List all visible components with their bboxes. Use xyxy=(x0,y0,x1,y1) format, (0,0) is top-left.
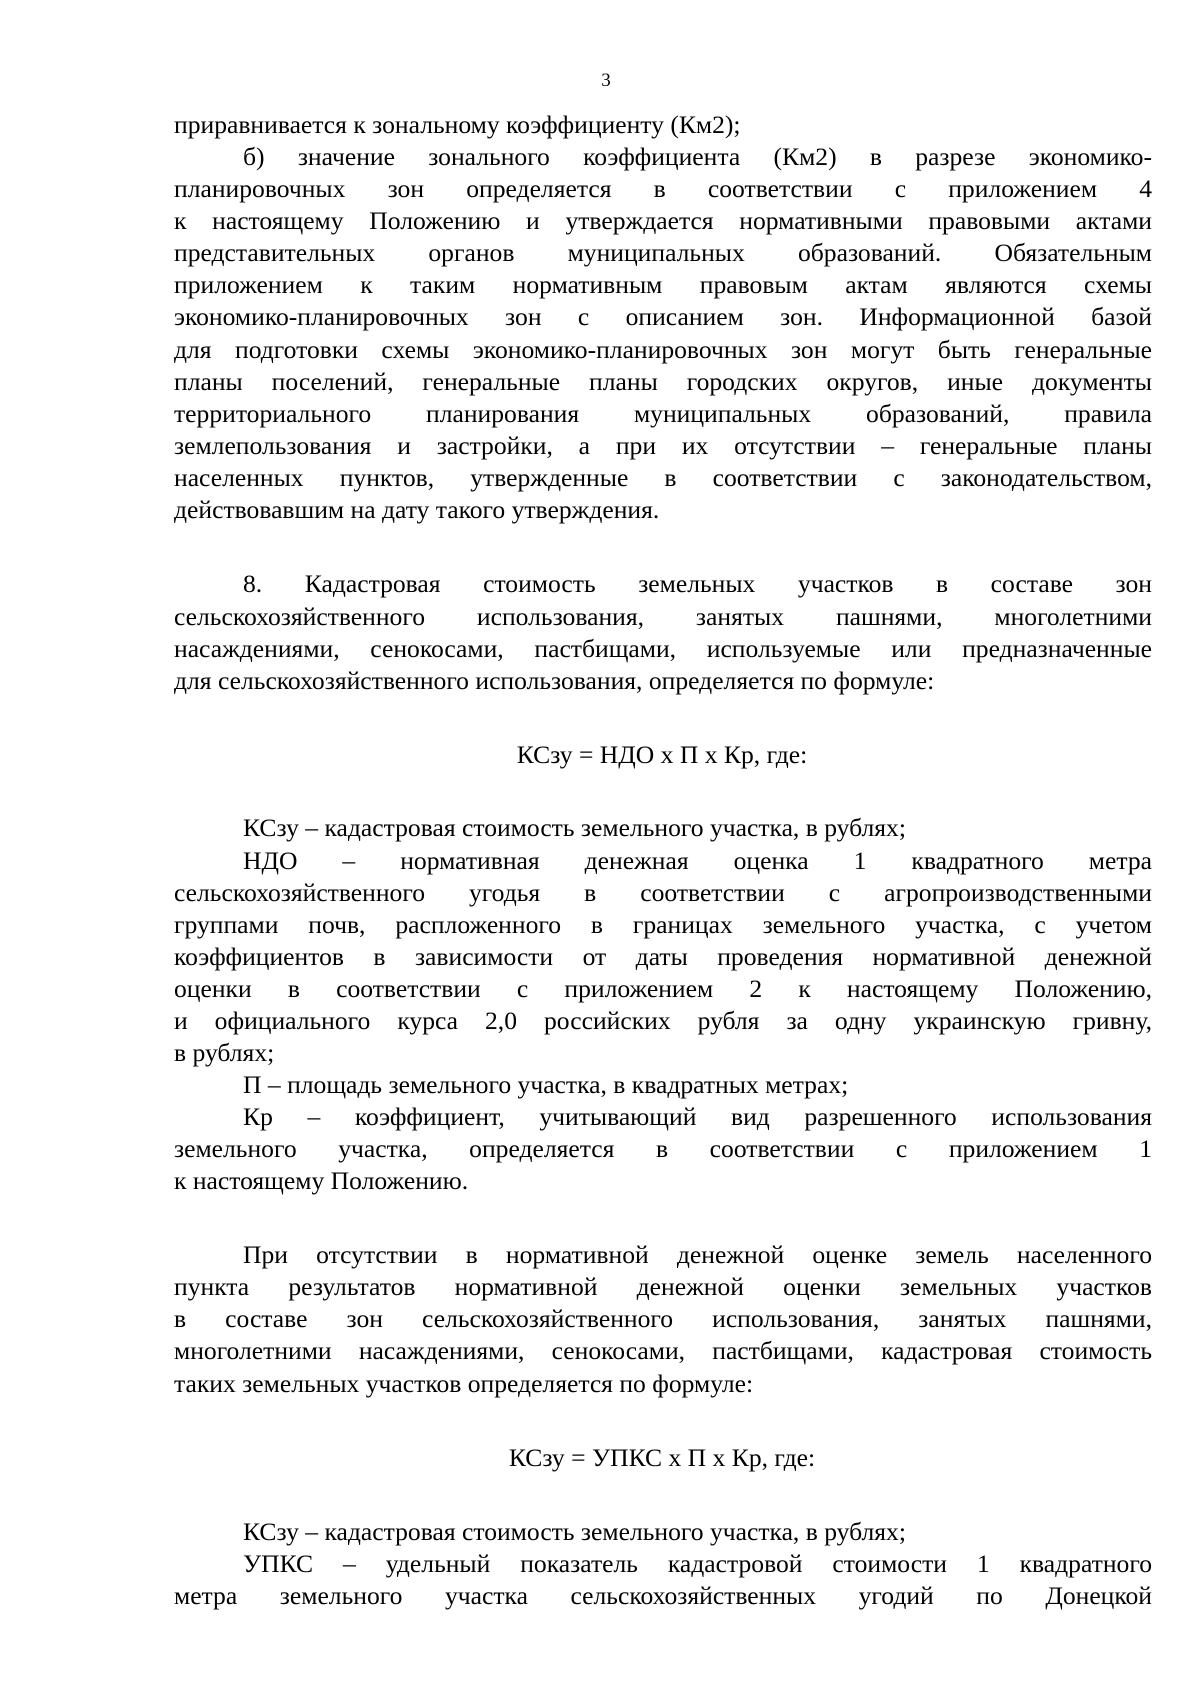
text-line: территориального планирования муниципальных образований, правила xyxy=(174,399,1152,428)
text-line: П – площадь земельного участка, в квадратных метрах; xyxy=(243,1070,849,1099)
text-line: к настоящему Положению. xyxy=(174,1166,469,1195)
text-line: УПКС – удельный показатель кадастровой стоимости 1 квадратного xyxy=(243,1549,1152,1578)
text-line: б) значение зонального коэффициента (Км2) в разрезе экономико- xyxy=(243,142,1152,171)
formula: КСзу = УПКС х П х Кр, где: xyxy=(508,1443,816,1472)
text-line: и официального курса 2,0 российских рубля за одну украинскую гривну, xyxy=(174,1006,1152,1035)
text-line: к настоящему Положению и утверждается нормативными правовыми актами xyxy=(174,206,1152,235)
text-line: для подготовки схемы экономико-планировочных зон могут быть генеральные xyxy=(174,335,1152,364)
text-line: 8. Кадастровая стоимость земельных участков в составе зон xyxy=(243,569,1152,598)
text-line: КСзу – кадастровая стоимость земельного участка, в рублях; xyxy=(243,1517,906,1546)
text-line: представительных органов муниципальных образований. Обязательным xyxy=(174,238,1152,267)
text-line: многолетними насаждениями, сенокосами, пастбищами, кадастровая стоимость xyxy=(174,1336,1152,1365)
formula: КСзу = НДО х П х Кр, где: xyxy=(516,740,808,769)
text-line: землепользования и застройки, а при их отсутствии – генеральные планы xyxy=(174,431,1152,460)
text-line: НДО – нормативная денежная оценка 1 квадратного метра xyxy=(243,846,1152,875)
text-line: группами почв, распложенного в границах земельного участка, с учетом xyxy=(174,910,1152,939)
page-number: 3 xyxy=(601,70,611,91)
text-line: планы поселений, генеральные планы городских округов, иные документы xyxy=(174,367,1152,396)
text-line: насаждениями, сенокосами, пастбищами, используемые или предназначенные xyxy=(174,634,1152,663)
text-line: для сельскохозяйственного использования, определяется по формуле: xyxy=(174,666,935,695)
text-line: сельскохозяйственного угодья в соответствии с агропроизводственными xyxy=(174,878,1152,907)
text-line: действовавшим на дату такого утверждения. xyxy=(174,495,660,524)
text-line: приравнивается к зональному коэффициенту (Км2); xyxy=(174,110,741,139)
text-line: таких земельных участков определяется по формуле: xyxy=(174,1369,754,1398)
text-line: пункта результатов нормативной денежной оценки земельных участков xyxy=(174,1272,1152,1301)
text-line: экономико-планировочных зон с описанием зон. Информационной базой xyxy=(174,302,1152,331)
text-line: Кр – коэффициент, учитывающий вид разрешенного использования xyxy=(243,1102,1152,1131)
text-line: КСзу – кадастровая стоимость земельного участка, в рублях; xyxy=(243,813,906,842)
text-line: приложением к таким нормативным правовым актам являются схемы xyxy=(174,270,1152,299)
text-line: в составе зон сельскохозяйственного использования, занятых пашнями, xyxy=(174,1304,1152,1333)
text-line: коэффициентов в зависимости от даты проведения нормативной денежной xyxy=(174,942,1152,971)
text-line: сельскохозяйственного использования, занятых пашнями, многолетними xyxy=(174,602,1152,631)
text-line: планировочных зон определяется в соответствии с приложением 4 xyxy=(174,174,1152,203)
text-line: метра земельного участка сельскохозяйственных угодий по Донецкой xyxy=(174,1581,1152,1610)
text-line: При отсутствии в нормативной денежной оценке земель населенного xyxy=(243,1240,1152,1269)
text-line: оценки в соответствии с приложением 2 к настоящему Положению, xyxy=(174,974,1152,1003)
text-line: земельного участка, определяется в соответствии с приложением 1 xyxy=(174,1134,1152,1163)
text-line: в рублях; xyxy=(174,1038,275,1067)
text-line: населенных пунктов, утвержденные в соответствии с законодательством, xyxy=(174,463,1152,492)
